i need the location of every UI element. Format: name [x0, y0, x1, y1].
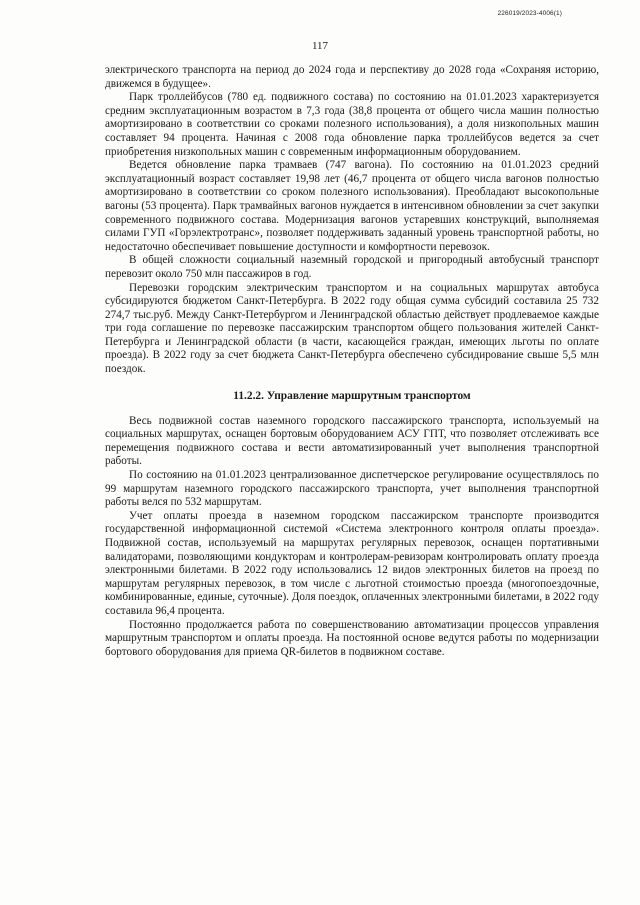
paragraph-continuation: электрического транспорта на период до 2024 года и перспективу до 2028 года «Сохраняя историю, движемся в будущее».: [105, 64, 599, 90]
paragraph-automation: Постоянно продолжается работа по совершенствованию автоматизации процессов управления маршрутным транспортом и оплаты проезда. На постоянной основе ведутся работы по модернизации бортового оборудования для приема QR-билетов в подвижном составе.: [105, 618, 599, 658]
paragraph-fare-control: Учет оплаты проезда в наземном городском пассажирском транспорте производится государственной информационной системой «Система электронного контроля оплаты проезда». Подвижной состав, используемый на маршрутах регулярных перевозок, оснащен портативными валидаторами, позволяющими кондукторам и контролерам-ревизорам контролировать оплату проезда электронными билетами. В 2022 году использовались 12 видов электронных билетов на проезд по маршрутам регулярных перевозок, в том числе с льготной стоимостью проезда (многопоездочные, комбинированные, единые, суточные). Доля поездок, оплаченных электронными билетами, в 2022 году составила 96,4 процента.: [105, 509, 599, 617]
section-heading: 11.2.2. Управление маршрутным транспортом: [233, 389, 471, 402]
paragraph-trolleybus-fleet: Парк троллейбусов (780 ед. подвижного состава) по состоянию на 01.01.2023 характеризуется средним эксплуатационным возрастом в 7,3 года (38,8 процента от общего числа машин полностью амортизировано в соответствии со сроками полезного использования), а доля низкопольных машин составляет 94 процента. Начиная с 2008 года обновление парка троллейбусов ведется за счет приобретения низкопольных машин с современным информационным оборудованием.: [105, 91, 599, 158]
document-id: 226019/2023-4006(1): [497, 10, 562, 17]
paragraph-onboard-equipment: Весь подвижной состав наземного городского пассажирского транспорта, используемый на социальных маршрутах, оснащен бортовым оборудованием АСУ ГПТ, что позволяет отслеживать все перемещения подвижного состава и вести автоматизированный учет выполнения транспортной работы.: [105, 414, 599, 468]
paragraph-subsidies: Перевозки городским электрическим транспортом и на социальных маршрутах автобуса субсидируются бюджетом Санкт-Петербурга. В 2022 году общая сумма субсидий составила 25 732 274,7 тыс.руб. Между Санкт-Петербургом и Ленинградской областью действует продлеваемое каждые три года соглашение по перевозке пассажирским транспортом общего пользования жителей Санкт-Петербурга и Ленинградской области (в части, касающейся граждан, имеющих льготы по оплате проезда). В 2022 году за счет бюджета Санкт-Петербурга обеспечено субсидирование свыше 5,5 млн поездок.: [105, 281, 599, 376]
paragraph-tram-fleet: Ведется обновление парка трамваев (747 вагона). По состоянию на 01.01.2023 средний эксплуатационный возраст составляет 19,98 лет (46,7 процента от общего числа вагонов полностью амортизировано в соответствии со сроком полезного использования). Преобладают высокопольные вагоны (53 процента). Парк трамвайных вагонов нуждается в интенсивном обновлении за счет закупки современного подвижного состава. Модернизация вагонов устаревших конструкций, выполняемая силами ГУП «Горэлектротранс», позволяет поддерживать заданный уровень транспортной работы, но недостаточно обеспечивает повышение доступности и комфортности перевозок.: [105, 159, 599, 253]
page-content: [105, 64, 599, 659]
paragraph-bus-passengers: В общей сложности социальный наземный городской и пригородный автобусный транспорт перевозит около 750 млн пассажиров в год.: [105, 254, 599, 280]
page-number: 117: [311, 40, 329, 52]
paragraph-dispatch-regulation: По состоянию на 01.01.2023 централизованное диспетчерское регулирование осуществлялось по 99 маршрутам наземного городского пассажирского транспорта, учет выполнения транспортной работы велся по 532 маршрутам.: [105, 469, 599, 509]
